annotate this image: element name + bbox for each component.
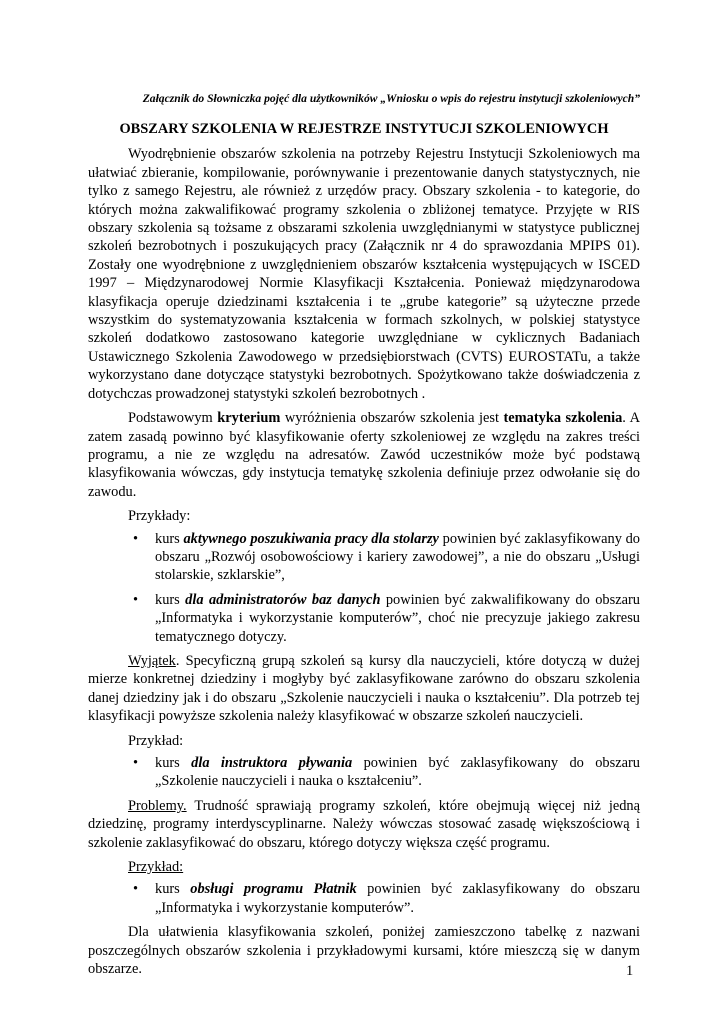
- bullet-icon: •: [133, 591, 139, 608]
- example-prefix: kurs: [155, 591, 186, 608]
- page-header: Załącznik do Słowniczka pojęć dla użytkowników „Wniosku o wpis do rejestru instytucji szkoleniowych”: [142, 92, 640, 105]
- example-course-name: dla administratorów baz danych: [185, 591, 381, 608]
- example-course-name: dla instruktora pływania: [191, 755, 353, 771]
- example-course-name: obsługi programu Płatnik: [190, 881, 357, 898]
- example2-list: [88, 754, 640, 791]
- example-prefix: kurs: [155, 530, 184, 547]
- criterion-text-after: . A zatem zasadą powinno być klasyfikowanie oferty szkoleniowej ze względu na zakres treści programu, a nie ze względu na adresatów. Zawód uczestników może być podstawą klasyfikowania wówczas, gdy instytucja tematykę szkolenia definiuje przez odwołanie się do zawodu.: [88, 410, 640, 500]
- list-item: [88, 591, 640, 646]
- exception-label: Wyjątek: [128, 652, 176, 669]
- example-text: powinien być zaklasyfikowany do obszaru „Szkolenie nauczycieli i nauka o kształceniu”.: [155, 755, 640, 790]
- list-item: [88, 530, 640, 585]
- example2-label: Przykład:: [128, 732, 184, 749]
- criterion-topic: tematyka szkolenia: [503, 410, 623, 427]
- bullet-icon: •: [133, 530, 139, 547]
- problems-label: Problemy.: [128, 797, 187, 814]
- bullet-icon: •: [133, 881, 139, 898]
- example3-list: [88, 880, 640, 917]
- examples-list: [88, 530, 640, 646]
- example3-label: Przykład:: [128, 859, 184, 876]
- page-title: OBSZARY SZKOLENIA W REJESTRZE INSTYTUCJI SZKOLENIOWYCH: [119, 121, 609, 137]
- criterion-text-before: Podstawowym: [128, 410, 218, 427]
- exception-paragraph: [88, 652, 640, 726]
- intro-paragraph: Wyodrębnienie obszarów szkolenia na potrzeby Rejestru Instytucji Szkoleniowych ma ułatwiać zbieranie, kompilowanie, porównywanie i prezentowanie danych statystycznych, nie tylko z samego Rejestru, ale również z urzędów pracy. Obszary szkolenia - to kategorie, do których można zakwalifikować programy szkolenia o zbliżonej tematyce. Przyjęte w RIS obszary szkolenia są tożsame z obszarami szkolenia uwzględnianymi w statystyce publicznej szkoleń bezrobotnych i poszukujących pracy (Załącznik nr 4 do sprawozdania MPIPS 01). Zostały one wyodrębnione z uwzględnieniem obszarów kształcenia występujących w ISCED 1997 – Międzynarodowej Normie Klasyfikacji Kształcenia. Ponieważ międzynarodowa klasyfikacja operuje dziedzinami kształcenia i te „grube kategorie” są użyteczne przede wszystkim do systematyzowania kształcenia w formach szkolnych, w polskiej statystyce szkoleń dodatkowo zastosowano kategorie uwzględniane w cyklicznych Badaniach Ustawicznego Szkolenia Zawodowego w przedsiębiorstwach (CVTS) EUROSTATu, a także wykorzystano dane dotyczące statystyki bezrobotnych. Spożytkowano także doświadczenia z dotychczas prowadzonej statystyki szkoleń bezrobotnych .: [88, 146, 640, 402]
- bullet-icon: •: [133, 755, 139, 771]
- criterion-text-middle: wyróżnienia obszarów szkolenia jest: [280, 410, 504, 427]
- closing-paragraph: Dla ułatwienia klasyfikowania szkoleń, poniżej zamieszczono tabelkę z nazwani poszczególnych obszarów szkolenia i przykładowymi kursami, które mieszczą się w danym obszarze.: [88, 924, 640, 978]
- example-course-name: aktywnego poszukiwania pracy dla stolarzy: [183, 530, 439, 547]
- criterion-keyword: kryterium: [217, 410, 281, 427]
- page-content: [88, 92, 640, 978]
- criterion-paragraph: [88, 409, 640, 501]
- example-prefix: kurs: [155, 881, 191, 898]
- example-prefix: kurs: [155, 755, 192, 771]
- list-item: [88, 754, 640, 791]
- example3-label-wrap: [88, 858, 640, 876]
- exception-text: . Specyficzną grupą szkoleń są kursy dla nauczycieli, które dotyczą w dużej mierze konkretnej dziedziny i mogłyby być zaklasyfikowane zarówno do obszaru szkolenia danej dziedziny jak i do obszaru „Szkolenie nauczycieli i nauka o kształceniu”. Dla potrzeb tej klasyfikacji powyższe szkolenia należy klasyfikować w obszarze szkoleń nauczycieli.: [88, 652, 640, 725]
- problems-text: Trudność sprawiają programy szkoleń, które obejmują więcej niż jedną dziedzinę, programy interdyscyplinarne. Należy wówczas stosować zasadę większościową i szkolenie zaklasyfikować do obszaru, którego dotyczy większa część programu.: [88, 797, 640, 851]
- list-item: [88, 880, 640, 917]
- example-text: powinien być zakwalifikowany do obszaru „Informatyka i wykorzystanie komputerów”, choć nie precyzuje jakiego zakresu tematycznego dotyczy.: [155, 591, 640, 645]
- example-text: powinien być zaklasyfikowany do obszaru „Informatyka i wykorzystanie komputerów”.: [155, 881, 640, 916]
- example-text: powinien być zaklasyfikowany do obszaru „Rozwój osobowościowy i kariery zawodowej”, a nie do obszaru „Usługi stolarskie, szklarskie”,: [155, 530, 640, 584]
- examples-label: Przykłady:: [128, 508, 191, 525]
- page-number: 1: [626, 963, 634, 979]
- problems-paragraph: [88, 797, 640, 852]
